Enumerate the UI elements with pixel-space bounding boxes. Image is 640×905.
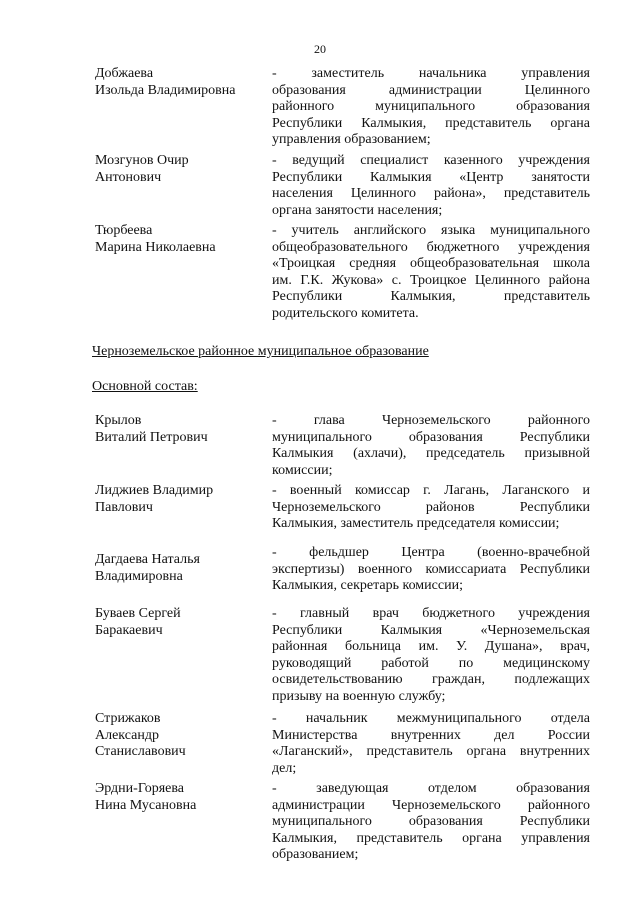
member-name-line: Лиджиев Владимир (95, 483, 214, 498)
member-role-line: Республики Калмыкия «Черноземельская (272, 622, 590, 638)
member-name-line: Станиславович (95, 744, 186, 759)
member-role-line: дел; (272, 760, 297, 776)
member-role-line: Калмыкия, представитель органа управления (272, 830, 590, 846)
member-role-line: образования администрации Целинного (272, 82, 590, 98)
member-name-line: Дагдаева Наталья (95, 552, 200, 567)
member-name-line: Крылов (95, 413, 142, 428)
member-name-line: Тюрбеева (95, 223, 153, 238)
member-role (272, 153, 590, 219)
member-name-line: Антонович (95, 169, 162, 185)
member-name-line: Мозгунов Очир (95, 153, 189, 168)
member-role (272, 66, 590, 149)
member-role-line: Министерства внутренних дел России (272, 727, 590, 743)
member-role-line: районная больница им. У. Душана», врач, (272, 639, 590, 654)
member-name-line: Александр (95, 727, 159, 743)
member-name-line: Буваев Сергей (95, 606, 181, 621)
member-role (272, 413, 590, 479)
member-role-line: общеобразовательного бюджетного учреждения (272, 239, 590, 255)
member-name-line: Стрижаков (95, 711, 161, 726)
member-role-line: призыву на военную службу; (272, 688, 446, 704)
member-role (272, 545, 590, 595)
member-role-line: - главный врач бюджетного учреждения (272, 606, 590, 621)
member-name (95, 711, 265, 761)
member-name-line: Павлович (95, 499, 153, 515)
member-role-line: Республики Калмыкия, представитель (272, 289, 590, 304)
member-role-line: Калмыкия, секретарь комиссии; (272, 578, 463, 593)
member-role-line: - заместитель начальника управления (272, 66, 590, 81)
member-role (272, 606, 590, 705)
member-name (95, 413, 265, 446)
member-role (272, 781, 590, 864)
member-name-line: Нина Мусановна (95, 797, 197, 813)
member-role-line: - начальник межмуниципального отдела (272, 711, 590, 726)
member-role-line: экспертизы) военного комиссариата Республики (272, 561, 590, 577)
member-role-line: - заведующая отделом образования (272, 781, 590, 796)
member-role (272, 711, 590, 777)
member-name (95, 223, 265, 256)
member-role-line: - ведущий специалист казенного учреждения (272, 153, 590, 168)
section-heading: Черноземельское районное муниципальное образование (92, 344, 429, 359)
member-name-line: Эрдни-Горяева (95, 781, 184, 796)
member-name-line: Изольда Владимировна (95, 82, 236, 98)
member-name-line: Владимировна (95, 568, 183, 584)
member-role-line: - фельдшер Центра (военно-врачебной (272, 545, 590, 560)
member-name (95, 66, 265, 99)
member-name-line: Марина Николаевна (95, 239, 216, 255)
member-role-line: «Троицкая средняя общеобразовательная школа (272, 256, 590, 271)
member-role-line: - учитель английского языка муниципального (272, 223, 590, 238)
member-role-line: руководящий работой по медицинскому (272, 655, 590, 671)
member-role-line: образованием; (272, 847, 359, 862)
member-role-line: - военный комиссар г. Лагань, Лаганского и (272, 483, 590, 498)
member-role-line: Республики Калмыкия, представитель органа (272, 115, 590, 131)
member-role-line: управления образованием; (272, 132, 431, 147)
member-name (95, 552, 265, 585)
member-role-line: администрации Черноземельского районного (272, 797, 590, 813)
member-role-line: «Лаганский», представитель органа внутренних (272, 744, 590, 759)
member-name (95, 153, 265, 186)
member-role-line: муниципального образования Республики (272, 429, 590, 445)
member-name-line: Баракаевич (95, 622, 163, 638)
member-role-line: Черноземельского районов Республики (272, 499, 590, 515)
subsection-heading: Основной состав: (92, 379, 198, 394)
member-role-line: комиссии; (272, 462, 333, 478)
member-name-line: Виталий Петрович (95, 429, 208, 445)
member-name (95, 606, 265, 639)
member-role (272, 223, 590, 322)
member-role-line: освидетельствованию граждан, подлежащих (272, 672, 590, 687)
member-role-line: районного муниципального образования (272, 99, 590, 114)
member-name (95, 483, 265, 516)
member-role-line: Калмыкия (ахлачи), председатель призывной (272, 446, 590, 461)
member-role-line: Калмыкия, заместитель председателя комиссии; (272, 516, 560, 531)
member-role (272, 483, 590, 533)
member-role-line: населения Целинного района», представитель (272, 186, 590, 201)
page-number: 20 (314, 42, 326, 56)
member-role-line: органа занятости населения; (272, 202, 443, 218)
member-role-line: - глава Черноземельского районного (272, 413, 590, 428)
member-role-line: муниципального образования Республики (272, 814, 590, 829)
member-name-line: Добжаева (95, 66, 154, 81)
member-role-line: родительского комитета. (272, 305, 419, 321)
member-role-line: им. Г.К. Жукова» с. Троицкое Целинного района (272, 272, 590, 288)
member-name (95, 781, 265, 814)
member-role-line: Республики Калмыкия «Центр занятости (272, 169, 590, 185)
